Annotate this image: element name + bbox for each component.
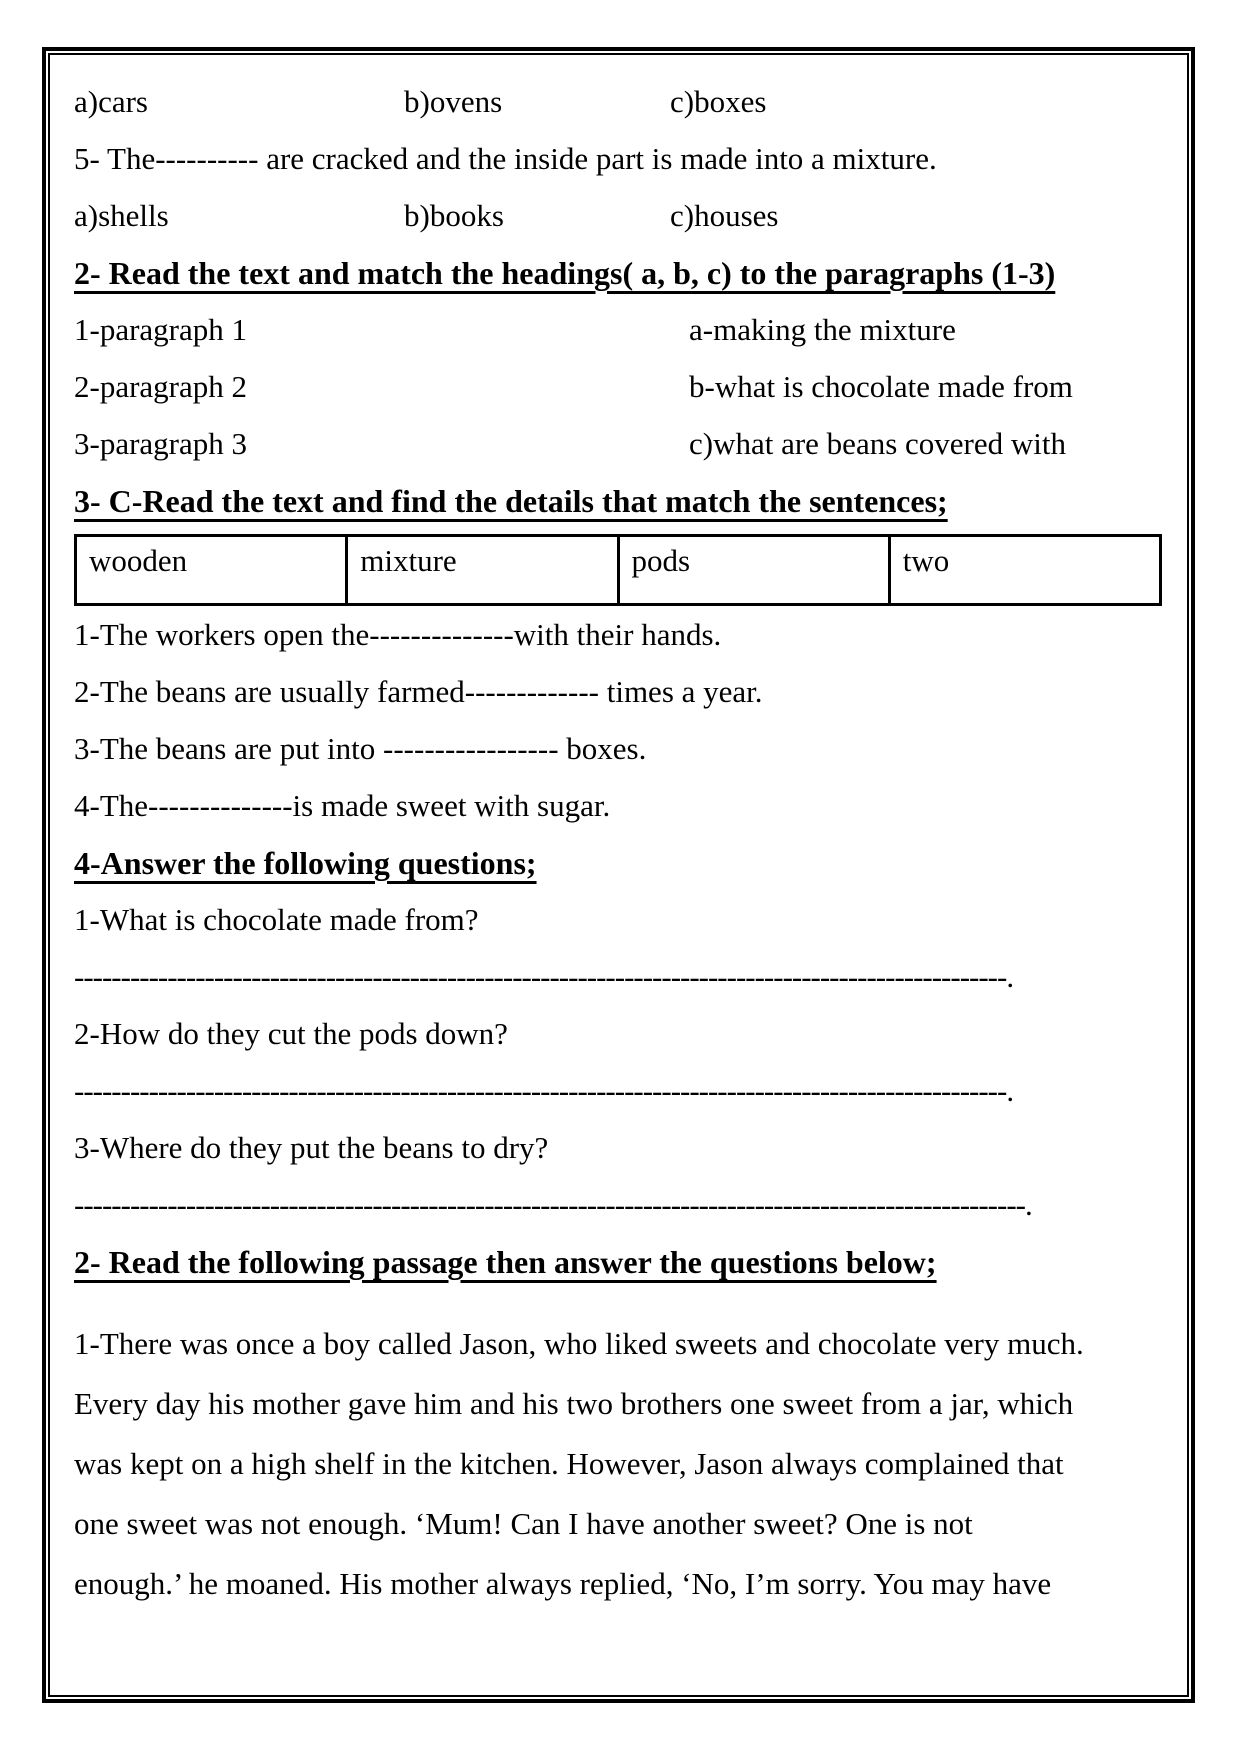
passage-paragraph <box>74 1314 1167 1614</box>
answer-line-3: ------------------------------------------------------------------------------------------------------. <box>74 1187 1032 1222</box>
answer-line-1: ----------------------------------------------------------------------------------------------------. <box>74 959 1014 994</box>
question-2: 2-How do they cut the pods down? <box>74 1016 508 1051</box>
passage-line-4: one sweet was not enough. ‘Mum! Can I have another sweet? One is not <box>74 1506 973 1541</box>
answer-line-2: ----------------------------------------------------------------------------------------------------. <box>74 1073 1014 1108</box>
matching-right-b: b-what is chocolate made from <box>689 369 1073 404</box>
mcq-options-row-2 <box>74 187 1167 244</box>
option-c-houses: c)houses <box>670 198 779 233</box>
passage-line-2: Every day his mother gave him and his two brothers one sweet from a jar, which <box>74 1386 1074 1421</box>
matching-right-a: a-making the mixture <box>689 312 956 347</box>
matching-row-2 <box>74 358 1167 415</box>
section-questions-heading-row <box>74 834 1167 891</box>
word-bank-table <box>74 534 1162 606</box>
passage-line-5: enough.’ he moaned. His mother always replied, ‘No, I’m sorry. You may have <box>74 1566 1052 1601</box>
question-1: 1-What is chocolate made from? <box>74 902 479 937</box>
option-b-books: b)books <box>404 198 504 233</box>
page-border-inner <box>48 53 1189 1697</box>
section-passage-heading-row <box>74 1233 1167 1290</box>
matching-row-3 <box>74 415 1167 472</box>
option-a-cars: a)cars <box>74 84 148 119</box>
section-details-heading-row <box>74 472 1167 529</box>
word-bank-cell-pods: pods <box>618 536 889 605</box>
details-sentence-3: 3-The beans are put into ----------------- boxes. <box>74 731 647 766</box>
mcq-options-row-1 <box>74 73 1167 130</box>
matching-left-paragraph-2: 2-paragraph 2 <box>74 369 247 404</box>
matching-left-paragraph-1: 1-paragraph 1 <box>74 312 247 347</box>
option-c-boxes: c)boxes <box>670 84 767 119</box>
matching-left-paragraph-3: 3-paragraph 3 <box>74 426 247 461</box>
section-matching-heading-row <box>74 244 1167 301</box>
details-sentence-1: 1-The workers open the--------------with their hands. <box>74 617 722 652</box>
section-passage-heading: 2- Read the following passage then answer the questions below; <box>74 1243 937 1280</box>
details-sentence-4: 4-The--------------is made sweet with sugar. <box>74 788 611 823</box>
section-details-heading: 3- C-Read the text and find the details that match the sentences; <box>74 482 948 519</box>
mcq-question-5: 5- The---------- are cracked and the inside part is made into a mixture. <box>74 141 937 176</box>
passage-line-1: 1-There was once a boy called Jason, who liked sweets and chocolate very much. <box>74 1326 1084 1361</box>
option-a-shells: a)shells <box>74 198 169 233</box>
matching-right-c: c)what are beans covered with <box>689 426 1066 461</box>
section-questions-heading: 4-Answer the following questions; <box>74 844 537 881</box>
page-border-outer <box>42 47 1195 1703</box>
details-sentence-2: 2-The beans are usually farmed------------- times a year. <box>74 674 763 709</box>
section-matching-heading: 2- Read the text and match the headings( a, b, c) to the paragraphs (1-3) <box>74 254 1056 291</box>
option-b-ovens: b)ovens <box>404 84 503 119</box>
passage-line-3: was kept on a high shelf in the kitchen. However, Jason always complained that <box>74 1446 1064 1481</box>
word-bank-cell-two: two <box>889 536 1160 605</box>
matching-row-1 <box>74 301 1167 358</box>
word-bank-row <box>76 536 1161 605</box>
word-bank-cell-wooden: wooden <box>76 536 347 605</box>
question-3: 3-Where do they put the beans to dry? <box>74 1130 549 1165</box>
word-bank-cell-mixture: mixture <box>347 536 618 605</box>
